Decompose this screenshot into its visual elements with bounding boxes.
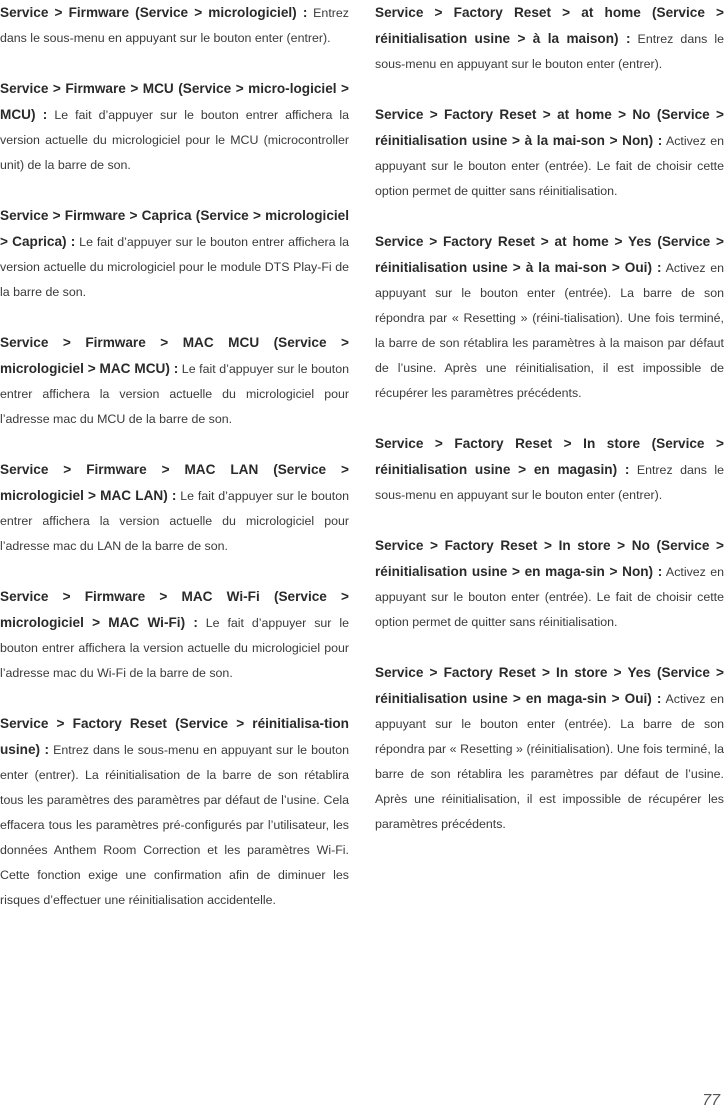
entry-term: Service > Factory Reset > at home > No (Service > réinitialisation usine > à la mai-son > Non) : — [375, 107, 724, 148]
entry-term: Service > Factory Reset > In store (Service > réinitialisation usine > en magasin) : — [375, 436, 724, 477]
page-number: 77 — [702, 1092, 720, 1109]
entry-description: Entrez dans le sous-menu en appuyant sur le bouton enter (entrer). — [375, 32, 724, 71]
entry-reset-at-home — [375, 0, 724, 77]
entry-firmware-mac-lan — [0, 457, 349, 559]
entry-term: Service > Firmware > MAC Wi-Fi (Service > micrologiciel > MAC Wi-Fi) : — [0, 589, 349, 630]
entry-description: Entrez dans le sous-menu en appuyant sur le bouton enter (entrer). — [375, 463, 724, 502]
entry-description: Le fait d’appuyer sur le bouton entrer affichera la version actuelle du micrologiciel pour le MCU (microcontroller unit) de la barre de son. — [0, 108, 350, 172]
entry-reset-at-home-no — [375, 102, 724, 204]
entry-firmware-mac-wifi — [0, 584, 349, 686]
entry-description: Le fait d’appuyer sur le bouton entrer affichera la version actuelle du micrologiciel pour l’adresse mac du LAN de la barre de son. — [0, 489, 349, 553]
entry-description: Entrez dans le sous-menu en appuyant sur le bouton enter (entrer). — [0, 6, 349, 45]
entry-description: Le fait d’appuyer sur le bouton entrer affichera la version actuelle du micrologiciel pour le module DTS Play-Fi de la barre de son. — [0, 235, 350, 299]
entry-term: Service > Firmware (Service > micrologiciel) : — [0, 5, 308, 20]
entry-firmware-caprica — [0, 203, 349, 305]
entry-description: Activez en appuyant sur le bouton enter (entrée). La barre de son répondra par « Resetting » (réinitialisation). Une fois terminé, la barre de son rétablira les paramètres par défaut de l’usine. Après une réinitialisation, il est impossible de récupérer les paramètres précédents. — [375, 692, 724, 831]
entry-factory-reset — [0, 711, 349, 913]
entry-description: Entrez dans le sous-menu en appuyant sur le bouton enter (entrer). La réinitialisation de la barre de son rétablira tous les paramètres des paramètres par défaut de l’usine. Cela effacera tous les paramètres pré-configurés par l’utilisateur, les données Anthem Room Correction et les paramètres Wi-Fi. Cette fonction exige une confirmation afin de diminuer les risques d’effectuer une réinitialisation accidentelle. — [0, 743, 349, 907]
entry-term: Service > Firmware > Caprica (Service > micrologiciel > Caprica) : — [0, 208, 349, 249]
right-column — [375, 0, 724, 862]
entry-term: Service > Factory Reset > In store > No (Service > réinitialisation usine > en maga-sin > Non) : — [375, 538, 724, 579]
entry-reset-at-home-yes — [375, 229, 724, 406]
entry-term: Service > Factory Reset > at home > Yes (Service > réinitialisation usine > à la mai-son > Oui) : — [375, 234, 724, 275]
entry-description: Activez en appuyant sur le bouton enter (entrée). Le fait de choisir cette option permet de quitter sans réinitialisation. — [375, 134, 724, 198]
entry-firmware — [0, 0, 349, 51]
entry-description: Le fait d’appuyer sur le bouton entrer affichera la version actuelle du micrologiciel pour l’adresse mac du Wi-Fi de la barre de son. — [0, 616, 349, 680]
entry-description: Activez en appuyant sur le bouton enter (entrée). Le fait de choisir cette option permet de quitter sans réinitialisation. — [375, 565, 724, 629]
entry-term: Service > Factory Reset (Service > réinitialisa-tion usine) : — [0, 716, 349, 757]
entry-term: Service > Firmware > MAC LAN (Service > micrologiciel > MAC LAN) : — [0, 462, 349, 503]
entry-reset-in-store-no — [375, 533, 724, 635]
entry-firmware-mcu — [0, 76, 349, 178]
entry-term: Service > Factory Reset > In store > Yes (Service > réinitialisation usine > en maga-sin > Oui) : — [375, 665, 724, 706]
left-column — [0, 0, 349, 938]
entry-description: Le fait d’appuyer sur le bouton entrer affichera la version actuelle du micrologiciel pour l’adresse mac du MCU de la barre de son. — [0, 362, 349, 426]
entry-description: Activez en appuyant sur le bouton enter (entrée). La barre de son répondra par « Resetting » (réini-tialisation). Une fois terminé, la barre de son rétablira les paramètres à la maison par défaut de l’usine. Après une réinitialisation, il est impossible de récupérer les paramètres précédents. — [375, 261, 724, 400]
entry-reset-in-store-yes — [375, 660, 724, 837]
entry-term: Service > Firmware > MAC MCU (Service > micrologiciel > MAC MCU) : — [0, 335, 349, 376]
entry-term: Service > Factory Reset > at home (Service > réinitialisation usine > à la maison) : — [375, 5, 724, 46]
entry-term: Service > Firmware > MCU (Service > micro-logiciel > MCU) : — [0, 81, 349, 122]
entry-reset-in-store — [375, 431, 724, 508]
entry-firmware-mac-mcu — [0, 330, 349, 432]
